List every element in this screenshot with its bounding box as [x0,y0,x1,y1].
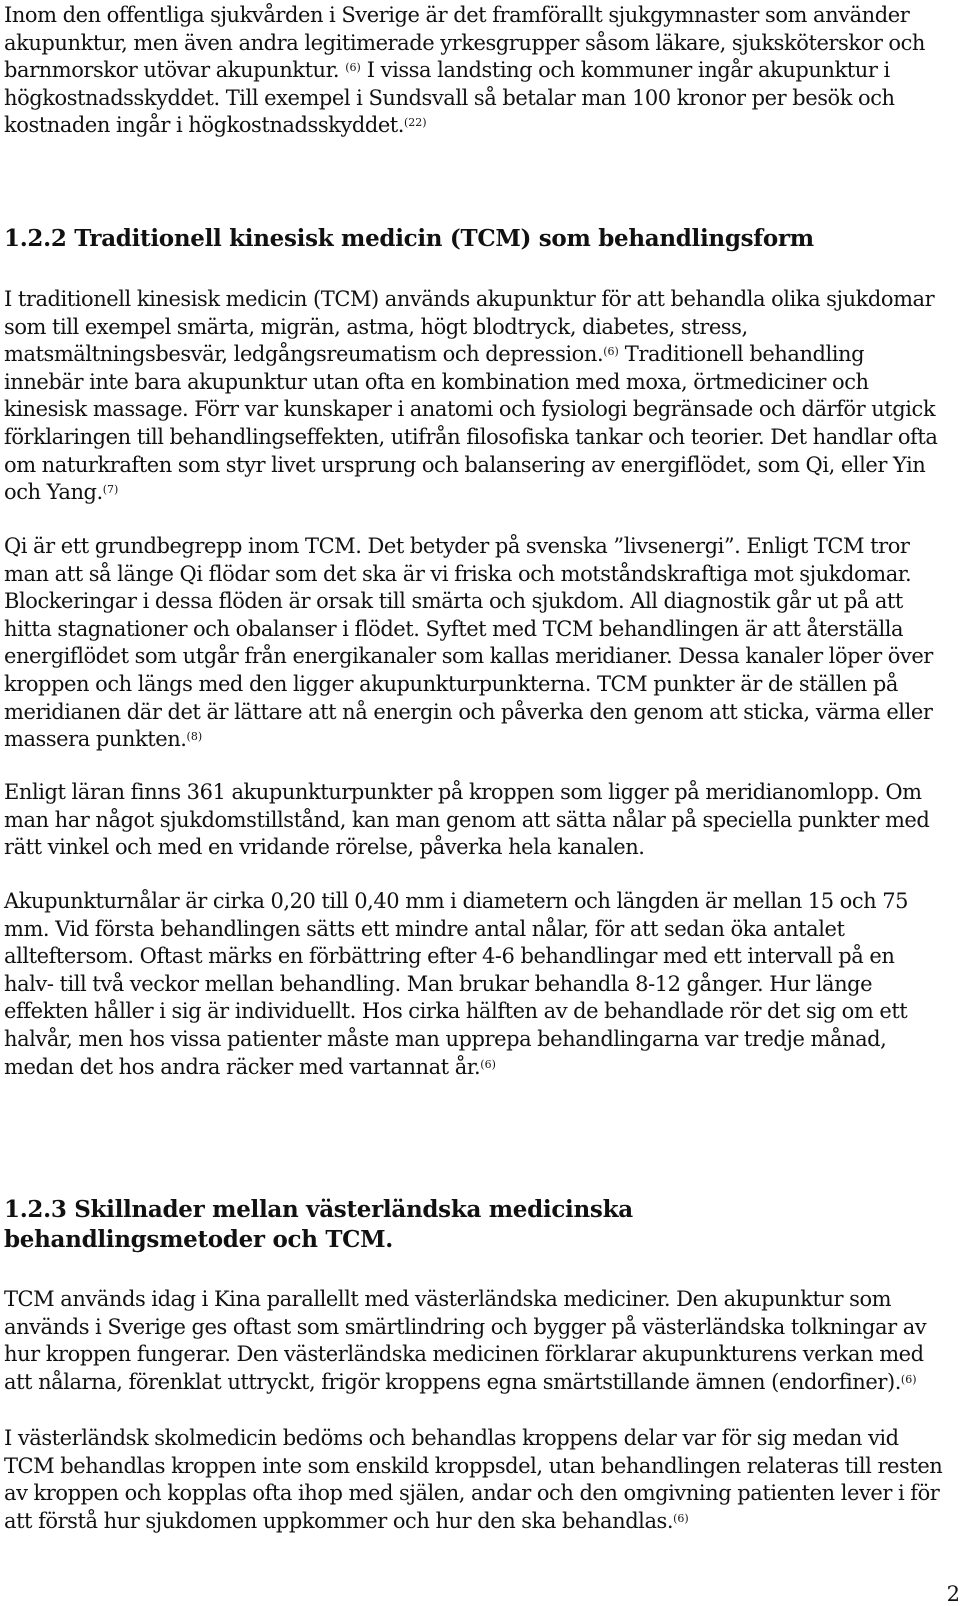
citation-ref: (6) [673,1511,689,1525]
citation-ref: (6) [480,1057,496,1071]
paragraph-text: Enligt läran finns 361 akupunkturpunkter på kroppen som ligger på meridianomlopp. Om man har något sjukdomstillstånd, kan man genom att sätta nålar på speciella punkter med rätt vinkel och med en vridande rörelse, påverka hela kanalen. [4,780,930,860]
section-heading-1-2-3: 1.2.3 Skillnader mellan västerländska medicinska behandlingsmetoder och TCM. [4,1196,633,1253]
tcm-paragraph-1 [4,286,944,507]
page-number: 2 [946,1582,960,1606]
intro-text: Inom den offentliga sjukvården i Sverige är det framförallt sjukgymnaster som använder akupunktur, men även andra legitimerade yrkesgrupper såsom läkare, sjuksköterskor och barnmorskor utövar akupunktur. [4,3,926,83]
paragraph-text: Qi är ett grundbegrepp inom TCM. Det betyder på svenska ”livsenergi”. Enligt TCM tror man att så länge Qi flödar som det ska är vi friska och motståndskraftiga mot sjukdomar. Blockeringar i dessa flöden är orsak till smärta och sjukdom. All diagnostik går ut på att hitta stagnationer och obalanser i flödet. Syftet med TCM behandlingen är att återställa energiflödet som utgår från energikanaler som kallas meridianer. Dessa kanaler löper över kroppen och längs med den ligger akupunkturpunkterna. TCM punkter är de ställen på meridianen där det är lättare att nå energin och påverka den genom att sticka, värma eller massera punkten. [4,534,933,752]
citation-ref: (8) [186,730,203,744]
tcm-paragraph-2 [4,533,944,754]
citation-ref: (6) [345,61,361,75]
citation-ref: (22) [404,116,427,130]
tcm-paragraph-3 [4,779,944,862]
paragraph-text-continued: Traditionell behandling innebär inte bara akupunktur utan ofta en kombination med moxa, örtmediciner och kinesisk massage. Förr var kunskaper i anatomi och fysiologi begränsade och därför utgick förklaringen till behandlingseffekten, utifrån filosofiska tankar och teorier. Det handlar ofta om naturkraften som styr livet ursprung och balansering av energiflödet, som Qi, eller Yin och Yang. [4,342,938,505]
tcm-paragraph-4 [4,888,944,1081]
section-heading-1-2-2: 1.2.2 Traditionell kinesisk medicin (TCM) som behandlingsform [4,225,814,252]
comparison-paragraph-1 [4,1286,944,1396]
comparison-paragraph-2 [4,1425,944,1535]
citation-ref: (6) [900,1372,917,1386]
paragraph-text: Akupunkturnålar är cirka 0,20 till 0,40 mm i diametern och längden är mellan 15 och 75 mm. Vid första behandlingen sätts ett mindre antal nålar, för att sedan öka antalet allteftersom. Oftast märks en förbättring efter 4-6 behandlingar med ett intervall på en halv- till två veckor mellan behandling. Man brukar behandla 8-12 gånger. Hur länge effekten håller i sig är individuellt. Hos cirka hälften av de behandlade rör det sig om ett halvår, men hos vissa patienter måste man upprepa behandlingarna var tredje månad, medan det hos andra räcker med vartannat år. [4,889,909,1079]
paragraph-text: I västerländsk skolmedicin bedöms och behandlas kroppens delar var för sig medan vid TCM behandlas kroppen inte som enskild kroppsdel, utan behandlingen relateras till resten av kroppen och kopplas ofta ihop med själen, andar och den omgivning patienten lever i för att förstå hur sjukdomen uppkommer och hur den ska behandlas. [4,1426,943,1533]
citation-ref: (6) [603,345,619,359]
paragraph-text: I traditionell kinesisk medicin (TCM) används akupunktur för att behandla olika sjukdomar som till exempel smärta, migrän, astma, högt blodtryck, diabetes, stress, matsmältningsbesvär, ledgångsreumatism och depression. [4,287,935,367]
paragraph-text: TCM används idag i Kina parallellt med västerländska mediciner. Den akupunktur som används i Sverige ges oftast som smärtlindring och bygger på västerländska tolkningar av hur kroppen fungerar. Den västerländska medicinen förklarar akupunkturens verkan med att nålarna, förenklat uttryckt, frigör kroppens egna smärtstillande ämnen (endorfiner). [4,1287,927,1394]
intro-text-continued: I vissa landsting och kommuner ingår akupunktur i högkostnadsskyddet. Till exempel i Sundsvall så betalar man 100 kronor per besök och kostnaden ingår i högkostnadsskyddet. [4,58,895,138]
citation-ref: (7) [102,483,119,497]
intro-paragraph [4,2,944,140]
